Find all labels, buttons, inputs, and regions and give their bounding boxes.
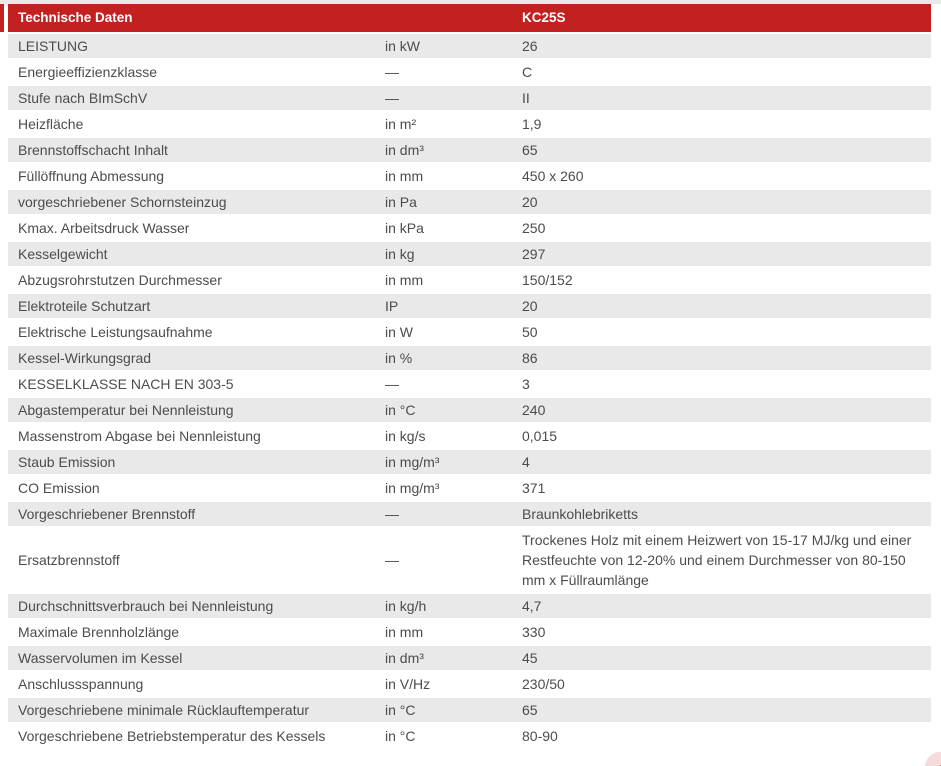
row-value: Braunkohlebriketts [522,506,638,522]
row-value: 3 [522,376,530,392]
row-unit: in mg/m³ [385,454,440,470]
row-unit: — [385,64,399,80]
row-unit: in kg/s [385,428,426,444]
table-row [8,60,931,86]
row-value: 0,015 [522,428,558,444]
table-row [8,216,931,242]
table-row [8,502,931,528]
table-row [8,724,931,750]
row-label: Kmax. Arbeitsdruck Wasser [18,220,190,236]
row-unit: in kPa [385,220,424,236]
row-label: KESSELKLASSE NACH EN 303-5 [18,376,234,392]
table-row [8,594,931,620]
technical-data-table [8,4,931,750]
row-label: Elektrische Leistungsaufnahme [18,324,213,340]
table-row [8,346,931,372]
row-label: Abzugsrohrstutzen Durchmesser [18,272,222,288]
row-label: Heizfläche [18,116,84,132]
model-column-header: KC25S [522,10,566,25]
row-label: Vorgeschriebene Betriebstemperatur des Kessels [18,728,326,744]
row-unit: in % [385,350,413,366]
table-header-row [8,4,931,34]
row-value: 297 [522,246,546,262]
row-unit: in kg [385,246,415,262]
row-label: Staub Emission [18,454,116,470]
row-label: Wasservolumen im Kessel [18,650,183,666]
floating-button-corner-fragment [925,752,941,766]
row-unit: — [385,506,399,522]
row-unit: — [385,90,399,106]
row-value: 1,9 [522,116,542,132]
row-unit: in °C [385,402,416,418]
row-label: Elektroteile Schutzart [18,298,151,314]
row-value: 450 x 260 [522,168,584,184]
row-label: Abgastemperatur bei Nennleistung [18,402,234,418]
table-row [8,528,931,594]
row-value: 4,7 [522,598,542,614]
row-unit: in V/Hz [385,676,431,692]
row-value: 45 [522,650,538,666]
row-label: Kesselgewicht [18,246,108,262]
table-row [8,646,931,672]
table-row [8,268,931,294]
row-unit: in kg/h [385,598,427,614]
table-title: Technische Daten [18,10,133,25]
row-value: II [522,90,530,106]
row-label: vorgeschriebener Schornsteinzug [18,194,227,210]
row-unit: IP [385,298,399,314]
row-label: Brennstoffschacht Inhalt [18,142,168,158]
table-row [8,672,931,698]
row-label: Massenstrom Abgase bei Nennleistung [18,428,261,444]
table-row [8,190,931,216]
row-unit: in mg/m³ [385,480,440,496]
table-row [8,86,931,112]
row-unit: in dm³ [385,142,424,158]
table-row [8,620,931,646]
row-unit: — [385,376,399,392]
row-label: Kessel-Wirkungsgrad [18,350,152,366]
row-value: C [522,64,533,80]
row-value: 80-90 [522,728,558,744]
row-unit: in mm [385,624,424,640]
table-row [8,398,931,424]
row-value: 250 [522,220,546,236]
table-row [8,450,931,476]
table-row [8,138,931,164]
table-row [8,112,931,138]
row-value: 65 [522,702,538,718]
table-row [8,476,931,502]
row-value: 330 [522,624,546,640]
row-label: Vorgeschriebene minimale Rücklauftemperatur [18,702,310,718]
row-label: CO Emission [18,480,100,496]
row-unit: in dm³ [385,650,424,666]
row-value: 4 [522,454,530,470]
row-unit: — [385,552,399,568]
row-unit: in W [385,324,413,340]
row-unit: in °C [385,702,416,718]
row-unit: in kW [385,38,420,54]
row-label: Füllöffnung Abmessung [18,168,165,184]
table-row [8,164,931,190]
row-label: Durchschnittsverbrauch bei Nennleistung [18,598,274,614]
row-label: Energieeffizienzklasse [18,64,158,80]
row-label: Ersatzbrennstoff [18,552,120,568]
row-label: LEISTUNG [18,38,89,54]
row-value: 371 [522,480,546,496]
table-row [8,320,931,346]
row-unit: in Pa [385,194,417,210]
row-value: 150/152 [522,272,573,288]
row-label: Stufe nach BImSchV [18,90,148,106]
row-value: 50 [522,324,538,340]
row-value: 20 [522,194,538,210]
row-value: 86 [522,350,538,366]
row-unit: in m² [385,116,417,132]
row-label: Vorgeschriebener Brennstoff [18,506,196,522]
row-value: Trockenes Holz mit einem Heizwert von 15-17 MJ/kg und einer Restfeuchte von 12-20% und einem Durchmesser von 80-150 mm x Füllraumlänge [522,532,912,588]
row-unit: in °C [385,728,416,744]
row-value: 240 [522,402,546,418]
row-label: Maximale Brennholzlänge [18,624,180,640]
cropped-red-header-edge [0,4,4,32]
row-value: 230/50 [522,676,565,692]
table-row [8,34,931,60]
row-value: 20 [522,298,538,314]
row-value: 65 [522,142,538,158]
table-row [8,424,931,450]
table-row [8,698,931,724]
table-body [8,34,931,750]
table-row [8,372,931,398]
table-row [8,242,931,268]
row-unit: in mm [385,272,424,288]
row-unit: in mm [385,168,424,184]
row-label: Anschlussspannung [18,676,144,692]
row-value: 26 [522,38,538,54]
table-row [8,294,931,320]
